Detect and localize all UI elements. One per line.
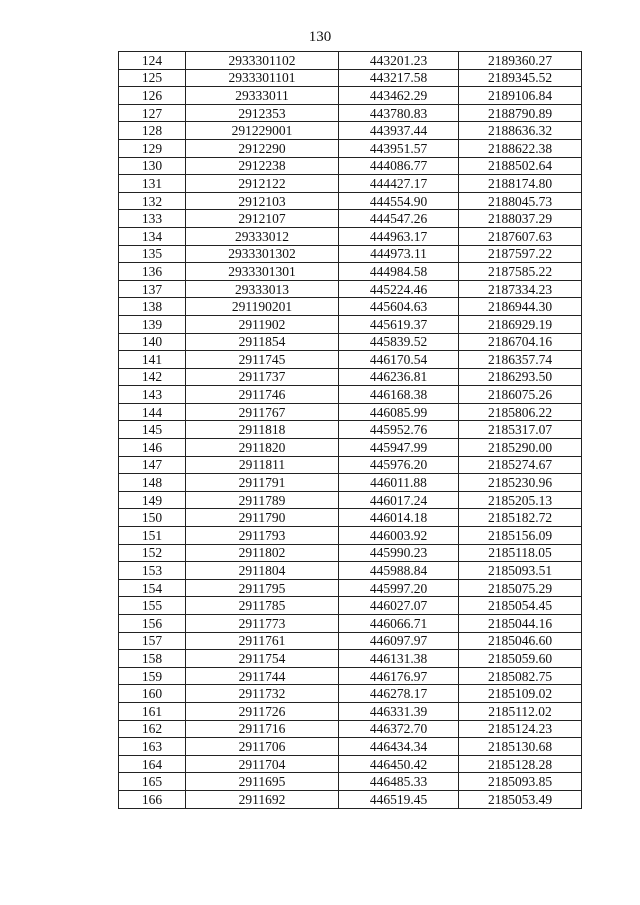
table-row xyxy=(119,298,582,316)
table-row xyxy=(119,315,582,333)
x-coordinate-cell: 446027.07 xyxy=(339,597,459,615)
point-number-cell: 141 xyxy=(119,351,186,369)
y-coordinate-cell: 2187585.22 xyxy=(459,263,582,281)
x-coordinate-cell: 446168.38 xyxy=(339,386,459,404)
y-coordinate-cell: 2189106.84 xyxy=(459,87,582,105)
x-coordinate-cell: 443217.58 xyxy=(339,69,459,87)
point-number-cell: 154 xyxy=(119,579,186,597)
point-number-cell: 159 xyxy=(119,667,186,685)
table-row xyxy=(119,685,582,703)
point-id-cell: 2911695 xyxy=(186,773,339,791)
y-coordinate-cell: 2186075.26 xyxy=(459,386,582,404)
point-id-cell: 291229001 xyxy=(186,122,339,140)
y-coordinate-cell: 2185053.49 xyxy=(459,790,582,808)
x-coordinate-cell: 446066.71 xyxy=(339,615,459,633)
table-row xyxy=(119,509,582,527)
table-row xyxy=(119,544,582,562)
point-number-cell: 125 xyxy=(119,69,186,87)
table-row xyxy=(119,667,582,685)
x-coordinate-cell: 446372.70 xyxy=(339,720,459,738)
table-row xyxy=(119,738,582,756)
table-row xyxy=(119,456,582,474)
x-coordinate-cell: 446450.42 xyxy=(339,755,459,773)
table-row xyxy=(119,139,582,157)
y-coordinate-cell: 2189360.27 xyxy=(459,52,582,70)
table-row xyxy=(119,562,582,580)
table-row xyxy=(119,368,582,386)
y-coordinate-cell: 2186293.50 xyxy=(459,368,582,386)
x-coordinate-cell: 445976.20 xyxy=(339,456,459,474)
point-number-cell: 164 xyxy=(119,755,186,773)
point-id-cell: 2912103 xyxy=(186,192,339,210)
point-number-cell: 149 xyxy=(119,491,186,509)
table-row xyxy=(119,439,582,457)
point-id-cell: 2911773 xyxy=(186,615,339,633)
table-row xyxy=(119,403,582,421)
point-number-cell: 157 xyxy=(119,632,186,650)
table-row xyxy=(119,386,582,404)
x-coordinate-cell: 445952.76 xyxy=(339,421,459,439)
table-row xyxy=(119,650,582,668)
x-coordinate-cell: 444547.26 xyxy=(339,210,459,228)
point-id-cell: 29333013 xyxy=(186,280,339,298)
y-coordinate-cell: 2188174.80 xyxy=(459,175,582,193)
y-coordinate-cell: 2187597.22 xyxy=(459,245,582,263)
x-coordinate-cell: 446017.24 xyxy=(339,491,459,509)
point-id-cell: 2911795 xyxy=(186,579,339,597)
y-coordinate-cell: 2185082.75 xyxy=(459,667,582,685)
y-coordinate-cell: 2185075.29 xyxy=(459,579,582,597)
point-id-cell: 2912122 xyxy=(186,175,339,193)
point-number-cell: 132 xyxy=(119,192,186,210)
point-id-cell: 2911761 xyxy=(186,632,339,650)
y-coordinate-cell: 2185054.45 xyxy=(459,597,582,615)
point-number-cell: 152 xyxy=(119,544,186,562)
table-row xyxy=(119,351,582,369)
x-coordinate-cell: 444086.77 xyxy=(339,157,459,175)
x-coordinate-cell: 444984.58 xyxy=(339,263,459,281)
table-row xyxy=(119,474,582,492)
x-coordinate-cell: 445604.63 xyxy=(339,298,459,316)
table-row xyxy=(119,491,582,509)
y-coordinate-cell: 2185109.02 xyxy=(459,685,582,703)
point-id-cell: 2911692 xyxy=(186,790,339,808)
y-coordinate-cell: 2186357.74 xyxy=(459,351,582,369)
x-coordinate-cell: 446131.38 xyxy=(339,650,459,668)
point-id-cell: 29333011 xyxy=(186,87,339,105)
point-number-cell: 151 xyxy=(119,527,186,545)
y-coordinate-cell: 2185290.00 xyxy=(459,439,582,457)
x-coordinate-cell: 445988.84 xyxy=(339,562,459,580)
y-coordinate-cell: 2186944.30 xyxy=(459,298,582,316)
point-number-cell: 126 xyxy=(119,87,186,105)
x-coordinate-cell: 444973.11 xyxy=(339,245,459,263)
point-number-cell: 163 xyxy=(119,738,186,756)
point-id-cell: 2911746 xyxy=(186,386,339,404)
point-id-cell: 291190201 xyxy=(186,298,339,316)
point-number-cell: 128 xyxy=(119,122,186,140)
table-row xyxy=(119,702,582,720)
point-number-cell: 142 xyxy=(119,368,186,386)
point-id-cell: 2911732 xyxy=(186,685,339,703)
point-id-cell: 2911793 xyxy=(186,527,339,545)
point-number-cell: 139 xyxy=(119,315,186,333)
point-id-cell: 2911737 xyxy=(186,368,339,386)
table-row xyxy=(119,280,582,298)
x-coordinate-cell: 446170.54 xyxy=(339,351,459,369)
y-coordinate-cell: 2188037.29 xyxy=(459,210,582,228)
point-number-cell: 129 xyxy=(119,139,186,157)
point-id-cell: 2911902 xyxy=(186,315,339,333)
point-id-cell: 2933301101 xyxy=(186,69,339,87)
x-coordinate-cell: 446014.18 xyxy=(339,509,459,527)
y-coordinate-cell: 2188502.64 xyxy=(459,157,582,175)
table-row xyxy=(119,263,582,281)
point-number-cell: 145 xyxy=(119,421,186,439)
point-number-cell: 150 xyxy=(119,509,186,527)
x-coordinate-cell: 443201.23 xyxy=(339,52,459,70)
coordinates-table xyxy=(118,51,582,809)
point-id-cell: 2911754 xyxy=(186,650,339,668)
point-number-cell: 136 xyxy=(119,263,186,281)
point-number-cell: 134 xyxy=(119,227,186,245)
point-id-cell: 2911791 xyxy=(186,474,339,492)
table-row xyxy=(119,632,582,650)
point-number-cell: 130 xyxy=(119,157,186,175)
x-coordinate-cell: 444554.90 xyxy=(339,192,459,210)
point-id-cell: 2933301302 xyxy=(186,245,339,263)
table-row xyxy=(119,175,582,193)
y-coordinate-cell: 2188622.38 xyxy=(459,139,582,157)
point-id-cell: 2912238 xyxy=(186,157,339,175)
table-row xyxy=(119,615,582,633)
point-id-cell: 2933301301 xyxy=(186,263,339,281)
point-id-cell: 2911854 xyxy=(186,333,339,351)
x-coordinate-cell: 445224.46 xyxy=(339,280,459,298)
y-coordinate-cell: 2185112.02 xyxy=(459,702,582,720)
table-row xyxy=(119,69,582,87)
table-row xyxy=(119,790,582,808)
y-coordinate-cell: 2185059.60 xyxy=(459,650,582,668)
y-coordinate-cell: 2186929.19 xyxy=(459,315,582,333)
point-id-cell: 2933301102 xyxy=(186,52,339,70)
y-coordinate-cell: 2185118.05 xyxy=(459,544,582,562)
table-row xyxy=(119,157,582,175)
x-coordinate-cell: 446003.92 xyxy=(339,527,459,545)
point-id-cell: 2911726 xyxy=(186,702,339,720)
x-coordinate-cell: 446236.81 xyxy=(339,368,459,386)
y-coordinate-cell: 2186704.16 xyxy=(459,333,582,351)
table-row xyxy=(119,773,582,791)
table-row xyxy=(119,720,582,738)
table-row xyxy=(119,579,582,597)
x-coordinate-cell: 446011.88 xyxy=(339,474,459,492)
point-id-cell: 2911790 xyxy=(186,509,339,527)
point-id-cell: 2912353 xyxy=(186,104,339,122)
y-coordinate-cell: 2189345.52 xyxy=(459,69,582,87)
point-id-cell: 2911767 xyxy=(186,403,339,421)
point-number-cell: 156 xyxy=(119,615,186,633)
point-number-cell: 140 xyxy=(119,333,186,351)
point-number-cell: 147 xyxy=(119,456,186,474)
y-coordinate-cell: 2188045.73 xyxy=(459,192,582,210)
coordinates-table-body xyxy=(119,52,582,809)
table-row xyxy=(119,192,582,210)
point-number-cell: 153 xyxy=(119,562,186,580)
point-id-cell: 2911745 xyxy=(186,351,339,369)
x-coordinate-cell: 445619.37 xyxy=(339,315,459,333)
table-row xyxy=(119,597,582,615)
point-number-cell: 137 xyxy=(119,280,186,298)
x-coordinate-cell: 445839.52 xyxy=(339,333,459,351)
y-coordinate-cell: 2185093.51 xyxy=(459,562,582,580)
point-number-cell: 133 xyxy=(119,210,186,228)
point-number-cell: 162 xyxy=(119,720,186,738)
table-row xyxy=(119,104,582,122)
point-id-cell: 2911820 xyxy=(186,439,339,457)
y-coordinate-cell: 2188636.32 xyxy=(459,122,582,140)
y-coordinate-cell: 2185130.68 xyxy=(459,738,582,756)
point-number-cell: 158 xyxy=(119,650,186,668)
table-row xyxy=(119,333,582,351)
x-coordinate-cell: 443951.57 xyxy=(339,139,459,157)
point-number-cell: 148 xyxy=(119,474,186,492)
point-id-cell: 2911744 xyxy=(186,667,339,685)
point-number-cell: 143 xyxy=(119,386,186,404)
y-coordinate-cell: 2187607.63 xyxy=(459,227,582,245)
y-coordinate-cell: 2185317.07 xyxy=(459,421,582,439)
x-coordinate-cell: 446331.39 xyxy=(339,702,459,720)
table-row xyxy=(119,122,582,140)
x-coordinate-cell: 446085.99 xyxy=(339,403,459,421)
point-number-cell: 135 xyxy=(119,245,186,263)
table-row xyxy=(119,52,582,70)
x-coordinate-cell: 446434.34 xyxy=(339,738,459,756)
point-id-cell: 2911804 xyxy=(186,562,339,580)
page-number: 130 xyxy=(308,29,332,45)
point-id-cell: 29333012 xyxy=(186,227,339,245)
point-number-cell: 138 xyxy=(119,298,186,316)
x-coordinate-cell: 444427.17 xyxy=(339,175,459,193)
x-coordinate-cell: 446519.45 xyxy=(339,790,459,808)
x-coordinate-cell: 443937.44 xyxy=(339,122,459,140)
point-number-cell: 165 xyxy=(119,773,186,791)
point-id-cell: 2911704 xyxy=(186,755,339,773)
y-coordinate-cell: 2185124.23 xyxy=(459,720,582,738)
y-coordinate-cell: 2185230.96 xyxy=(459,474,582,492)
y-coordinate-cell: 2185156.09 xyxy=(459,527,582,545)
x-coordinate-cell: 445990.23 xyxy=(339,544,459,562)
y-coordinate-cell: 2185182.72 xyxy=(459,509,582,527)
x-coordinate-cell: 444963.17 xyxy=(339,227,459,245)
x-coordinate-cell: 446176.97 xyxy=(339,667,459,685)
y-coordinate-cell: 2185205.13 xyxy=(459,491,582,509)
x-coordinate-cell: 446097.97 xyxy=(339,632,459,650)
point-number-cell: 160 xyxy=(119,685,186,703)
x-coordinate-cell: 443462.29 xyxy=(339,87,459,105)
x-coordinate-cell: 446278.17 xyxy=(339,685,459,703)
x-coordinate-cell: 446485.33 xyxy=(339,773,459,791)
y-coordinate-cell: 2185093.85 xyxy=(459,773,582,791)
point-id-cell: 2911706 xyxy=(186,738,339,756)
table-row xyxy=(119,527,582,545)
table-row xyxy=(119,755,582,773)
point-id-cell: 2912290 xyxy=(186,139,339,157)
point-id-cell: 2911785 xyxy=(186,597,339,615)
point-id-cell: 2911789 xyxy=(186,491,339,509)
x-coordinate-cell: 443780.83 xyxy=(339,104,459,122)
point-number-cell: 161 xyxy=(119,702,186,720)
point-id-cell: 2912107 xyxy=(186,210,339,228)
point-number-cell: 155 xyxy=(119,597,186,615)
y-coordinate-cell: 2185046.60 xyxy=(459,632,582,650)
y-coordinate-cell: 2185044.16 xyxy=(459,615,582,633)
y-coordinate-cell: 2185128.28 xyxy=(459,755,582,773)
point-id-cell: 2911802 xyxy=(186,544,339,562)
x-coordinate-cell: 445947.99 xyxy=(339,439,459,457)
y-coordinate-cell: 2185806.22 xyxy=(459,403,582,421)
y-coordinate-cell: 2187334.23 xyxy=(459,280,582,298)
point-number-cell: 127 xyxy=(119,104,186,122)
point-id-cell: 2911818 xyxy=(186,421,339,439)
point-number-cell: 146 xyxy=(119,439,186,457)
point-id-cell: 2911811 xyxy=(186,456,339,474)
x-coordinate-cell: 445997.20 xyxy=(339,579,459,597)
point-id-cell: 2911716 xyxy=(186,720,339,738)
table-row xyxy=(119,227,582,245)
table-row xyxy=(119,87,582,105)
table-row xyxy=(119,210,582,228)
y-coordinate-cell: 2188790.89 xyxy=(459,104,582,122)
table-row xyxy=(119,421,582,439)
point-number-cell: 124 xyxy=(119,52,186,70)
point-number-cell: 166 xyxy=(119,790,186,808)
table-row xyxy=(119,245,582,263)
point-number-cell: 131 xyxy=(119,175,186,193)
point-number-cell: 144 xyxy=(119,403,186,421)
y-coordinate-cell: 2185274.67 xyxy=(459,456,582,474)
